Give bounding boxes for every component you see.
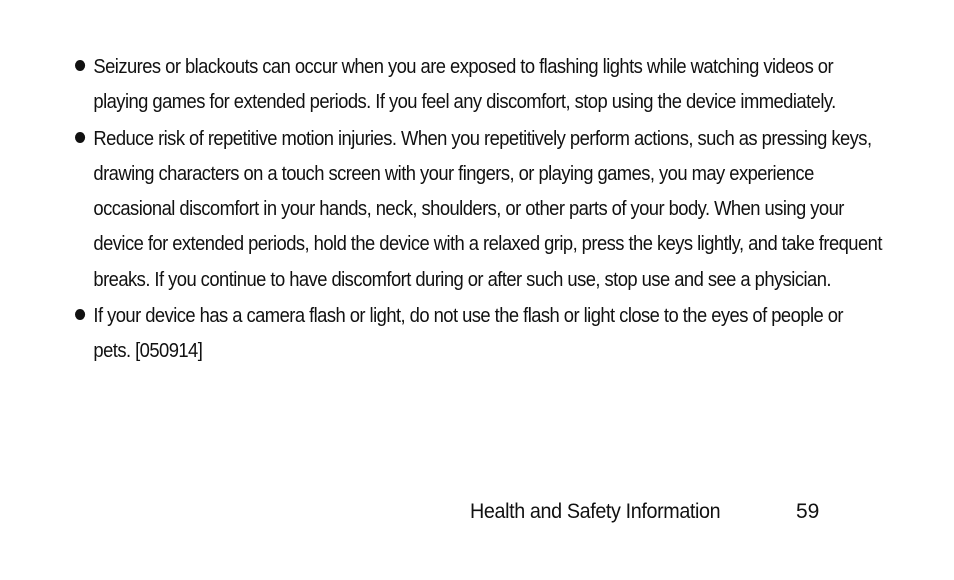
bullet-text: If your device has a camera flash or light, do not use the flash or light close to the eyes of people or pets. [050914]: [93, 305, 843, 363]
bullet-icon: [75, 132, 85, 143]
bullet-text: Seizures or blackouts can occur when you are exposed to flashing lights while watching videos or playing games for extended periods. If you feel any discomfort, stop using the device immediately.: [93, 56, 836, 114]
footer-page-number: 59: [796, 500, 820, 523]
bullet-item-repetitive-motion: [75, 122, 885, 298]
bullet-item-camera-flash: [75, 299, 885, 370]
bullet-text: Reduce risk of repetitive motion injuries. When you repetitively perform actions, such as pressing keys, drawing characters on a touch screen with your fingers, or playing games, you may experience occasional discomfort in your hands, neck, shoulders, or other parts of your body. When using your device for extended periods, hold the device with a relaxed grip, press the keys lightly, and take frequent breaks. If you continue to have discomfort during or after such use, stop use and see a physician.: [93, 127, 882, 291]
bullet-icon: [75, 309, 85, 320]
bullet-item-seizures: [75, 50, 885, 121]
footer-section-title: Health and Safety Information: [470, 500, 721, 523]
safety-bullet-list: [75, 50, 882, 371]
bullet-icon: [75, 60, 85, 71]
